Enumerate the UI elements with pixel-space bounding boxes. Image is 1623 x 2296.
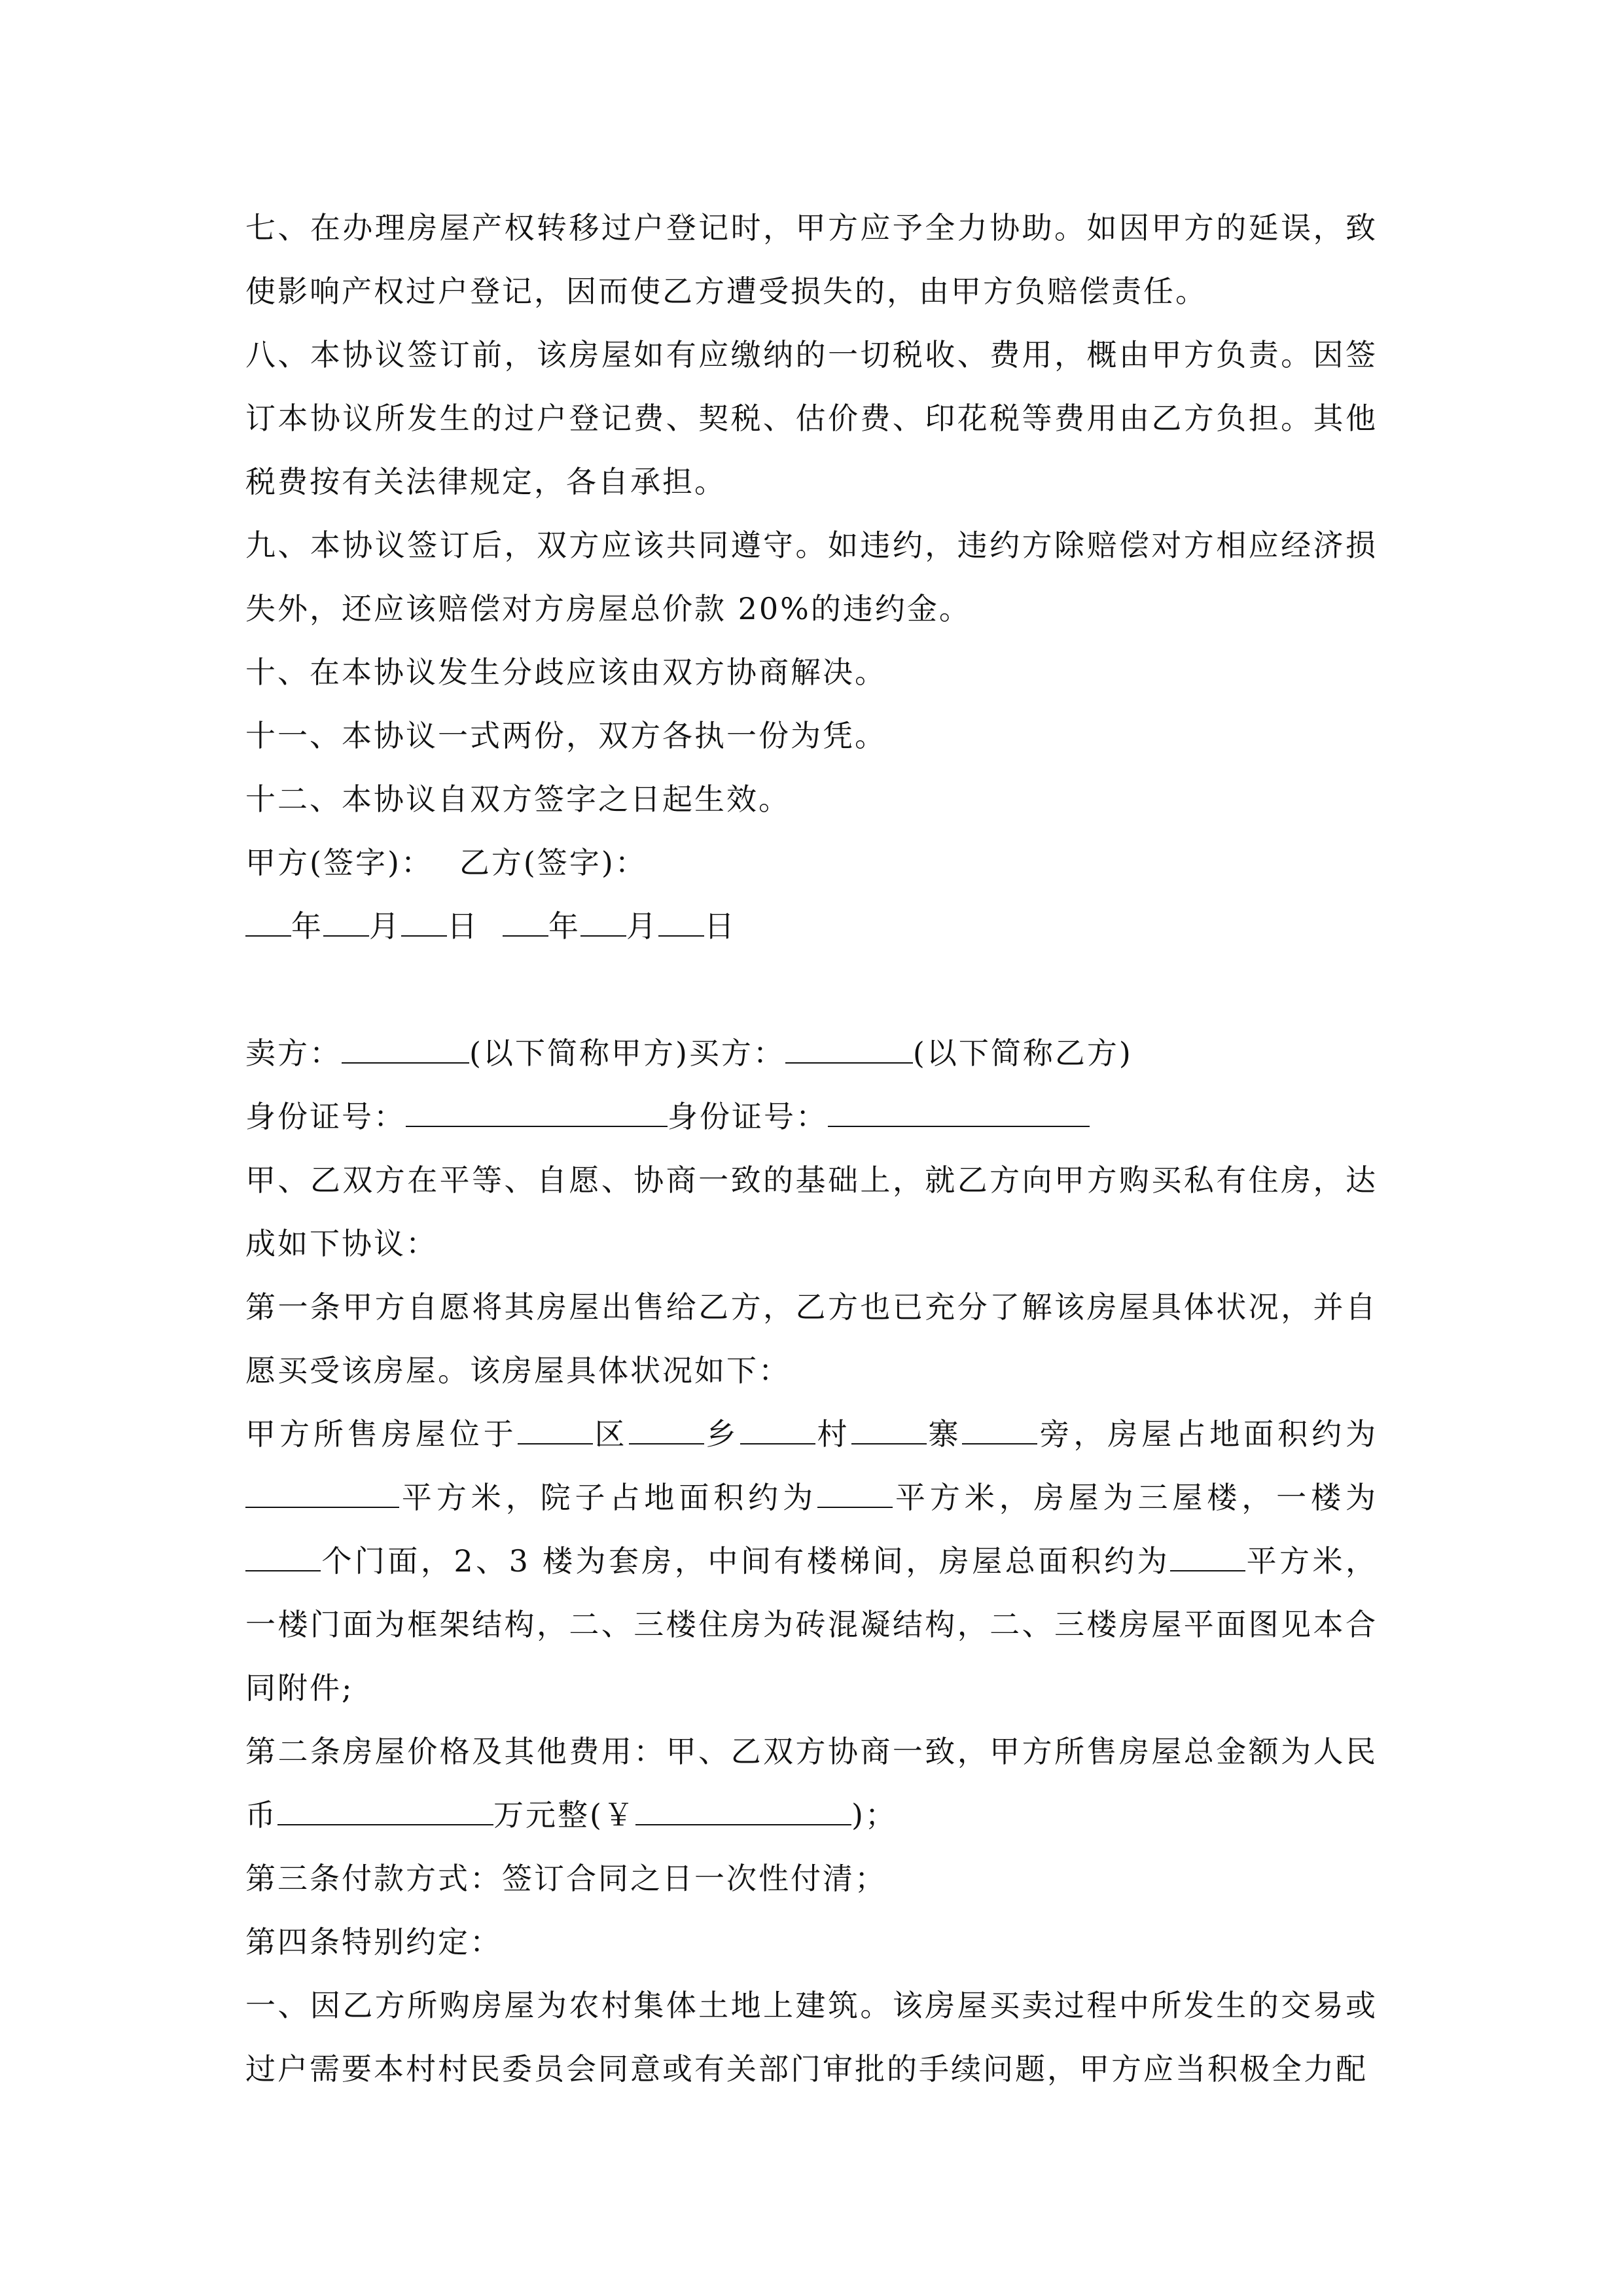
year-blank-b: [503, 906, 548, 937]
signature-line: [245, 831, 1378, 895]
seller-label: 卖方：: [245, 1035, 342, 1071]
clause-seven: 七、在办理房屋产权转移过户登记时，甲方应予全力协助。如因甲方的延误，致使影响产权过户登记，因而使乙方遭受损失的，由甲方负赔偿责任。: [245, 210, 1378, 309]
courtyard-area-label: 平方米，院子占地面积约为: [399, 1480, 818, 1515]
price-close: )；: [851, 1797, 897, 1833]
buyer-id-blank: [828, 1097, 1090, 1127]
document-body: [245, 196, 1378, 2101]
agreement-intro: 甲、乙双方在平等、自愿、协商一致的基础上，就乙方向甲方购买私有住房，达成如下协议：: [245, 1162, 1378, 1261]
article-three: 第三条付款方式：签订合同之日一次性付清；: [245, 1861, 887, 1896]
price-words-blank: [277, 1795, 493, 1825]
price-text: 第二条房屋价格及其他费用：甲、乙双方协商一致，甲方所售房屋总金额为人民币: [245, 1734, 1378, 1833]
month-blank-a: [323, 906, 369, 937]
property-details: [245, 1403, 1378, 1720]
seller-id-blank: [406, 1097, 668, 1127]
month-label-b: 月: [626, 908, 658, 944]
clause-ten: 十、在本协议发生分歧应该由双方协商解决。: [245, 655, 887, 690]
buyer-id-label: 身份证号：: [668, 1099, 828, 1134]
district-blank: [518, 1414, 593, 1444]
township-label: 乡: [704, 1416, 740, 1452]
village-label: 村: [815, 1416, 851, 1452]
article-four: 第四条特别约定：: [245, 1924, 502, 1960]
party-b-signature-label: 乙方(签字)：: [459, 845, 647, 880]
location-prefix: 甲方所售房屋位于: [245, 1416, 518, 1452]
courtyard-area-blank: [817, 1478, 893, 1508]
price-figure-blank: [635, 1795, 851, 1825]
price-unit: 万元整(￥: [493, 1797, 635, 1833]
clause-eleven: 十一、本协议一式两份，双方各执一份为凭。: [245, 718, 887, 753]
year-blank-a: [245, 906, 291, 937]
section-gap: [245, 958, 1378, 1022]
year-label-a: 年: [291, 908, 323, 944]
parties-line: [245, 1022, 1378, 1085]
total-area-label: 个门面，2、3 楼为套房，中间有楼梯间，房屋总面积约为: [321, 1543, 1171, 1579]
storefront-count-blank: [245, 1541, 321, 1571]
clause-twelve: 十二、本协议自双方签字之日起生效。: [245, 781, 791, 817]
article-one: 第一条甲方自愿将其房屋出售给乙方，乙方也已充分了解该房屋具体状况，并自愿买受该房屋。该房屋具体状况如下：: [245, 1289, 1378, 1388]
seller-note: (以下简称甲方): [469, 1035, 689, 1071]
day-label-a: 日: [447, 908, 479, 944]
township-blank: [629, 1414, 704, 1444]
clause-eight: 八、本协议签订前，该房屋如有应缴纳的一切税收、费用，概由甲方负责。因签订本协议所发生的过户登记费、契税、估价费、印花税等费用由乙方负担。其他税费按有关法律规定，各自承担。: [245, 337, 1378, 499]
hamlet-label: 寨: [926, 1416, 963, 1452]
buyer-name-blank: [785, 1033, 913, 1064]
party-a-signature-label: 甲方(签字)：: [245, 845, 433, 880]
year-label-b: 年: [548, 908, 580, 944]
clause-nine: 九、本协议签订后，双方应该共同遵守。如违约，违约方除赔偿对方相应经济损失外，还应该赔偿对方房屋总价款 20%的违约金。: [245, 528, 1378, 626]
month-blank-b: [580, 906, 626, 937]
district-label: 区: [592, 1416, 629, 1452]
day-blank-b: [658, 906, 704, 937]
land-area-label: 旁，房屋占地面积约为: [1037, 1416, 1378, 1452]
day-blank-a: [401, 906, 447, 937]
seller-id-label: 身份证号：: [245, 1099, 406, 1134]
floors-label: 平方米，房屋为三屋楼，一楼为: [893, 1480, 1378, 1515]
buyer-label: 买方：: [688, 1035, 785, 1071]
special-clause-one: 一、因乙方所购房屋为农村集体土地上建筑。该房屋买卖过程中所发生的交易或过户需要本村村民委员会同意或有关部门审批的手续问题，甲方应当积极全力配: [245, 1988, 1378, 2087]
hamlet-blank: [851, 1414, 927, 1444]
village-blank: [740, 1414, 815, 1444]
month-label-a: 月: [369, 908, 401, 944]
land-area-blank: [245, 1478, 399, 1508]
date-line: [245, 895, 1378, 958]
id-number-line: [245, 1085, 1378, 1149]
landmark-blank: [962, 1414, 1037, 1444]
buyer-note: (以下简称乙方): [912, 1035, 1133, 1071]
structure-description: 平方米，一楼门面为框架结构，二、三楼住房为砖混凝结构，二、三楼房屋平面图见本合同附件;: [245, 1543, 1378, 1706]
seller-name-blank: [342, 1033, 469, 1064]
day-label-b: 日: [704, 908, 736, 944]
total-area-blank: [1170, 1541, 1245, 1571]
article-two: [245, 1720, 1378, 1847]
